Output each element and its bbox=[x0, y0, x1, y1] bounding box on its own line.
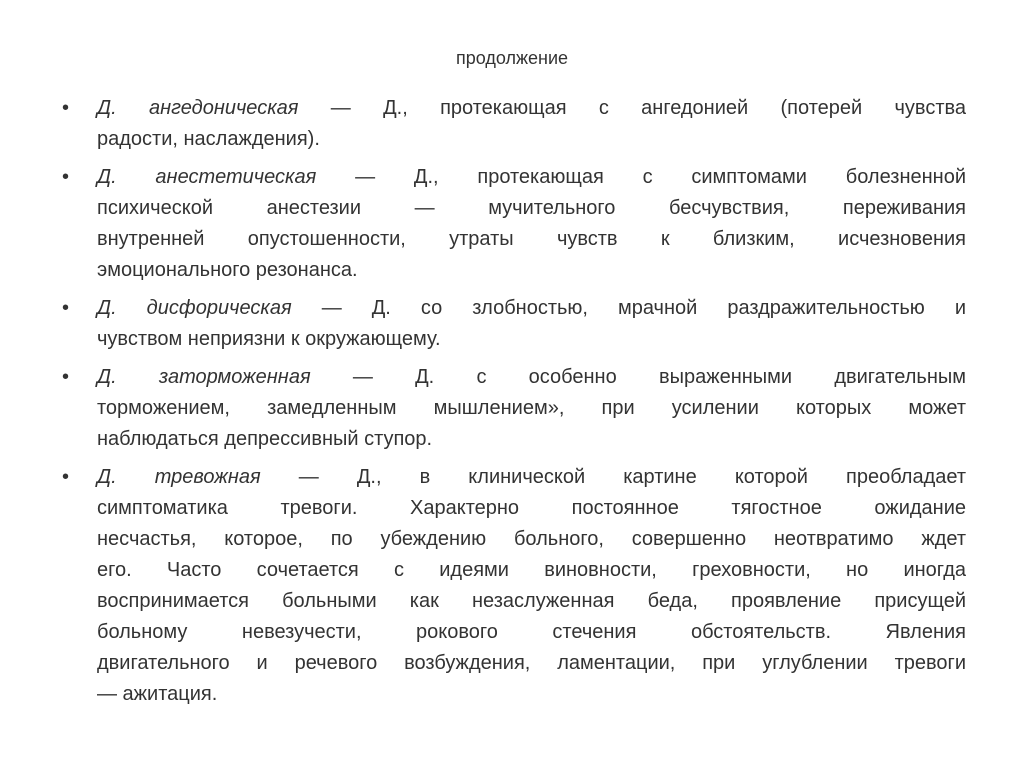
text-line bbox=[97, 586, 966, 617]
text-line bbox=[97, 93, 966, 124]
line-text: торможением, замедленным мышлением», при усилении которых может bbox=[97, 397, 966, 419]
text-line bbox=[97, 679, 966, 710]
line-text: — Д., протекающая с симптомами болезненной bbox=[316, 166, 966, 188]
text-line bbox=[97, 493, 966, 524]
list-item bbox=[62, 162, 966, 286]
text-line bbox=[97, 555, 966, 586]
line-text: радости, наслаждения). bbox=[97, 128, 320, 150]
text-line bbox=[97, 224, 966, 255]
text-line bbox=[97, 424, 966, 455]
text-line bbox=[97, 124, 966, 155]
term: Д. тревожная bbox=[97, 466, 261, 488]
line-text: несчастья, которое, по убеждению больного, совершенно неотвратимо ждет bbox=[97, 528, 966, 550]
term: Д. ангедоническая bbox=[97, 97, 299, 119]
text-line bbox=[97, 324, 966, 355]
line-text: его. Часто сочетается с идеями виновности, греховности, но иногда bbox=[97, 559, 966, 581]
line-text: эмоционального резонанса. bbox=[97, 259, 358, 281]
text-line bbox=[97, 193, 966, 224]
line-text: двигательного и речевого возбуждения, ламентации, при углублении тревоги bbox=[97, 652, 966, 674]
list-item bbox=[62, 293, 966, 355]
bullet-list bbox=[62, 93, 966, 717]
text-line bbox=[97, 162, 966, 193]
term: Д. анестетическая bbox=[97, 166, 317, 188]
line-text: психической анестезии — мучительного бесчувствия, переживания bbox=[97, 197, 966, 219]
slide-title: продолжение bbox=[455, 48, 569, 68]
list-item bbox=[62, 462, 966, 710]
term: Д. заторможенная bbox=[97, 366, 311, 388]
line-text: — Д. со злобностью, мрачной раздражительностью и bbox=[291, 297, 966, 319]
text-line bbox=[97, 524, 966, 555]
line-text: симптоматика тревоги. Характерно постоянное тягостное ожидание bbox=[97, 497, 966, 519]
line-text: наблюдаться депрессивный ступор. bbox=[97, 428, 433, 450]
text-line bbox=[97, 362, 966, 393]
line-text: чувством неприязни к окружающему. bbox=[97, 328, 441, 350]
text-line bbox=[97, 617, 966, 648]
text-line bbox=[97, 648, 966, 679]
text-line bbox=[97, 255, 966, 286]
text-line bbox=[97, 293, 966, 324]
bullet-icon: • bbox=[62, 166, 70, 188]
line-text: больному невезучести, рокового стечения обстоятельств. Явления bbox=[97, 621, 966, 643]
line-text: воспринимается больными как незаслуженная беда, проявление присущей bbox=[97, 590, 966, 612]
bullet-icon: • bbox=[62, 297, 70, 319]
list-item bbox=[62, 362, 966, 455]
bullet-icon: • bbox=[62, 366, 70, 388]
line-text: — ажитация. bbox=[97, 683, 218, 705]
text-line bbox=[97, 393, 966, 424]
line-text: — Д., в клинической картине которой преобладает bbox=[260, 466, 966, 488]
line-text: — Д., протекающая с ангедонией (потерей чувства bbox=[298, 97, 967, 119]
line-text: — Д. с особенно выраженными двигательным bbox=[310, 366, 966, 388]
bullet-icon: • bbox=[62, 97, 70, 119]
list-item bbox=[62, 93, 966, 155]
line-text: внутренней опустошенности, утраты чувств к близким, исчезновения bbox=[97, 228, 966, 250]
text-line bbox=[97, 462, 966, 493]
term: Д. дисфорическая bbox=[97, 297, 292, 319]
bullet-icon: • bbox=[62, 466, 70, 488]
